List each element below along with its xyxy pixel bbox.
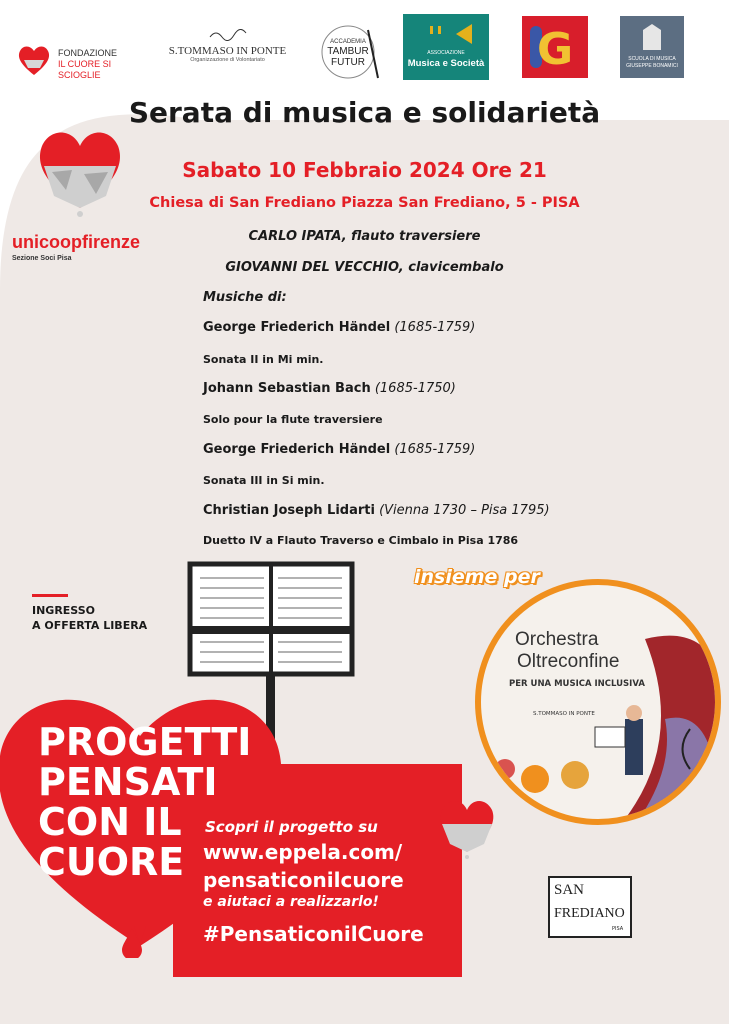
performer-2: GIOVANNI DEL VECCHIO, clavicembalo — [225, 260, 504, 275]
fondazione-line1: FONDAZIONE — [58, 48, 118, 58]
program-heading-text: Musiche di: — [203, 290, 287, 305]
ingresso-text — [32, 603, 147, 633]
orchestra-sub: PER UNA MUSICA INCLUSIVA — [509, 679, 645, 689]
composer-name: Johann Sebastian Bach — [203, 381, 371, 396]
pensati-link[interactable]: pensaticonilcuore — [203, 868, 404, 892]
program-work-1: Sonata II in Mi min. — [203, 353, 324, 366]
small-heart-icon — [434, 794, 500, 860]
building-icon — [637, 22, 667, 52]
insieme-per: insieme per — [414, 566, 540, 588]
program-work-2: Solo pour la flute traversiere — [203, 413, 383, 426]
composer-name: Christian Joseph Lidarti — [203, 503, 375, 518]
ingresso-bar — [32, 594, 68, 597]
program-composer-4 — [203, 503, 550, 518]
logo-accademia — [320, 24, 382, 80]
event-place: Chiesa di San Frediano Piazza San Frediano, 5 - PISA — [149, 195, 580, 211]
logo-scuola — [620, 16, 684, 78]
program-composer-2 — [203, 381, 456, 396]
stommaso-sub: Organizzazione di Volontariato — [190, 57, 265, 63]
eppela-link[interactable]: www.eppela.com/ — [203, 840, 403, 864]
progetti-line3: CON IL — [38, 800, 182, 844]
accademia-l1: ACCADEMIA — [330, 39, 366, 45]
unicoop-name: unicoopfirenze — [12, 232, 141, 252]
sanfrediano-l3: PISA — [612, 926, 624, 932]
performer-1: CARLO IPATA, flauto traversiere — [248, 229, 481, 244]
progetti-line2: PENSATI — [38, 760, 218, 804]
program-work-4: Duetto IV a Flauto Traverso e Cimbalo in Pisa 1786 — [203, 534, 519, 547]
orchestra-line2: Oltreconfine — [517, 651, 620, 672]
composer-name: George Friederich Händel — [203, 442, 391, 457]
program-composer-1 — [203, 320, 475, 335]
composer-years: (1685-1759) — [394, 442, 476, 457]
program-heading — [203, 290, 287, 305]
musica-name: Musica e Società — [407, 58, 485, 69]
composer-years: (Vienna 1730 – Pisa 1795) — [379, 503, 550, 518]
accademia-l3: FUTUR — [331, 57, 365, 68]
sanfrediano-l1: SAN — [554, 882, 585, 898]
program-composer-3 — [203, 442, 475, 457]
logo-stommaso — [165, 26, 290, 66]
program-work-3: Sonata III in Si min. — [203, 474, 325, 487]
stommaso-name: S.TOMMASO IN PONTE — [168, 45, 287, 57]
ingresso-l1: INGRESSO — [32, 604, 96, 617]
logo-musica-societa — [403, 14, 489, 80]
scuola-l2: GIUSEPPE BONAMICI — [626, 63, 678, 69]
trumpet-icon — [416, 20, 476, 46]
composer-name: George Friederich Händel — [203, 320, 391, 335]
composer-years: (1685-1750) — [374, 381, 456, 396]
accademia-l2: TAMBUR — [327, 46, 369, 57]
ingresso-l2: A OFFERTA LIBERA — [32, 619, 148, 632]
g-letter-icon — [522, 16, 588, 78]
composer-years: (1685-1759) — [394, 320, 476, 335]
heart-logo-icon — [16, 42, 52, 78]
aiutaci-text: e aiutaci a realizzarlo! — [203, 894, 379, 910]
orchestra-badge — [475, 579, 721, 825]
signature-icon — [208, 29, 248, 41]
event-date: Sabato 10 Febbraio 2024 Ore 21 — [182, 158, 547, 182]
orchestra-line1: Orchestra — [515, 629, 599, 650]
sanfrediano-l2: FREDIANO — [554, 906, 625, 921]
logo-san-frediano — [548, 876, 632, 938]
progetti-line1: PROGETTI — [38, 720, 252, 764]
svg-text:G: G — [536, 24, 574, 75]
musica-pre: ASSOCIAZIONE — [427, 50, 465, 56]
blood-drop-icon — [120, 928, 144, 958]
fondazione-line2: IL CUORE SI SCIOGLIE — [58, 59, 112, 80]
logo-fondazione — [16, 40, 156, 80]
orchestra-illustration — [475, 579, 721, 825]
scuola-l1: SCUOLA DI MUSICA — [628, 56, 676, 62]
unicoop-sub: Sezione Soci Pisa — [12, 255, 72, 262]
progetti-line4: CUORE — [38, 840, 185, 884]
orchestra-tiny: S.TOMMASO IN PONTE — [533, 711, 595, 717]
logo-g — [522, 16, 588, 78]
scopri-text: Scopri il progetto su — [205, 818, 378, 836]
hashtag: #PensaticonilCuore — [203, 922, 424, 946]
page-title: Serata di musica e solidarietà — [128, 96, 601, 129]
